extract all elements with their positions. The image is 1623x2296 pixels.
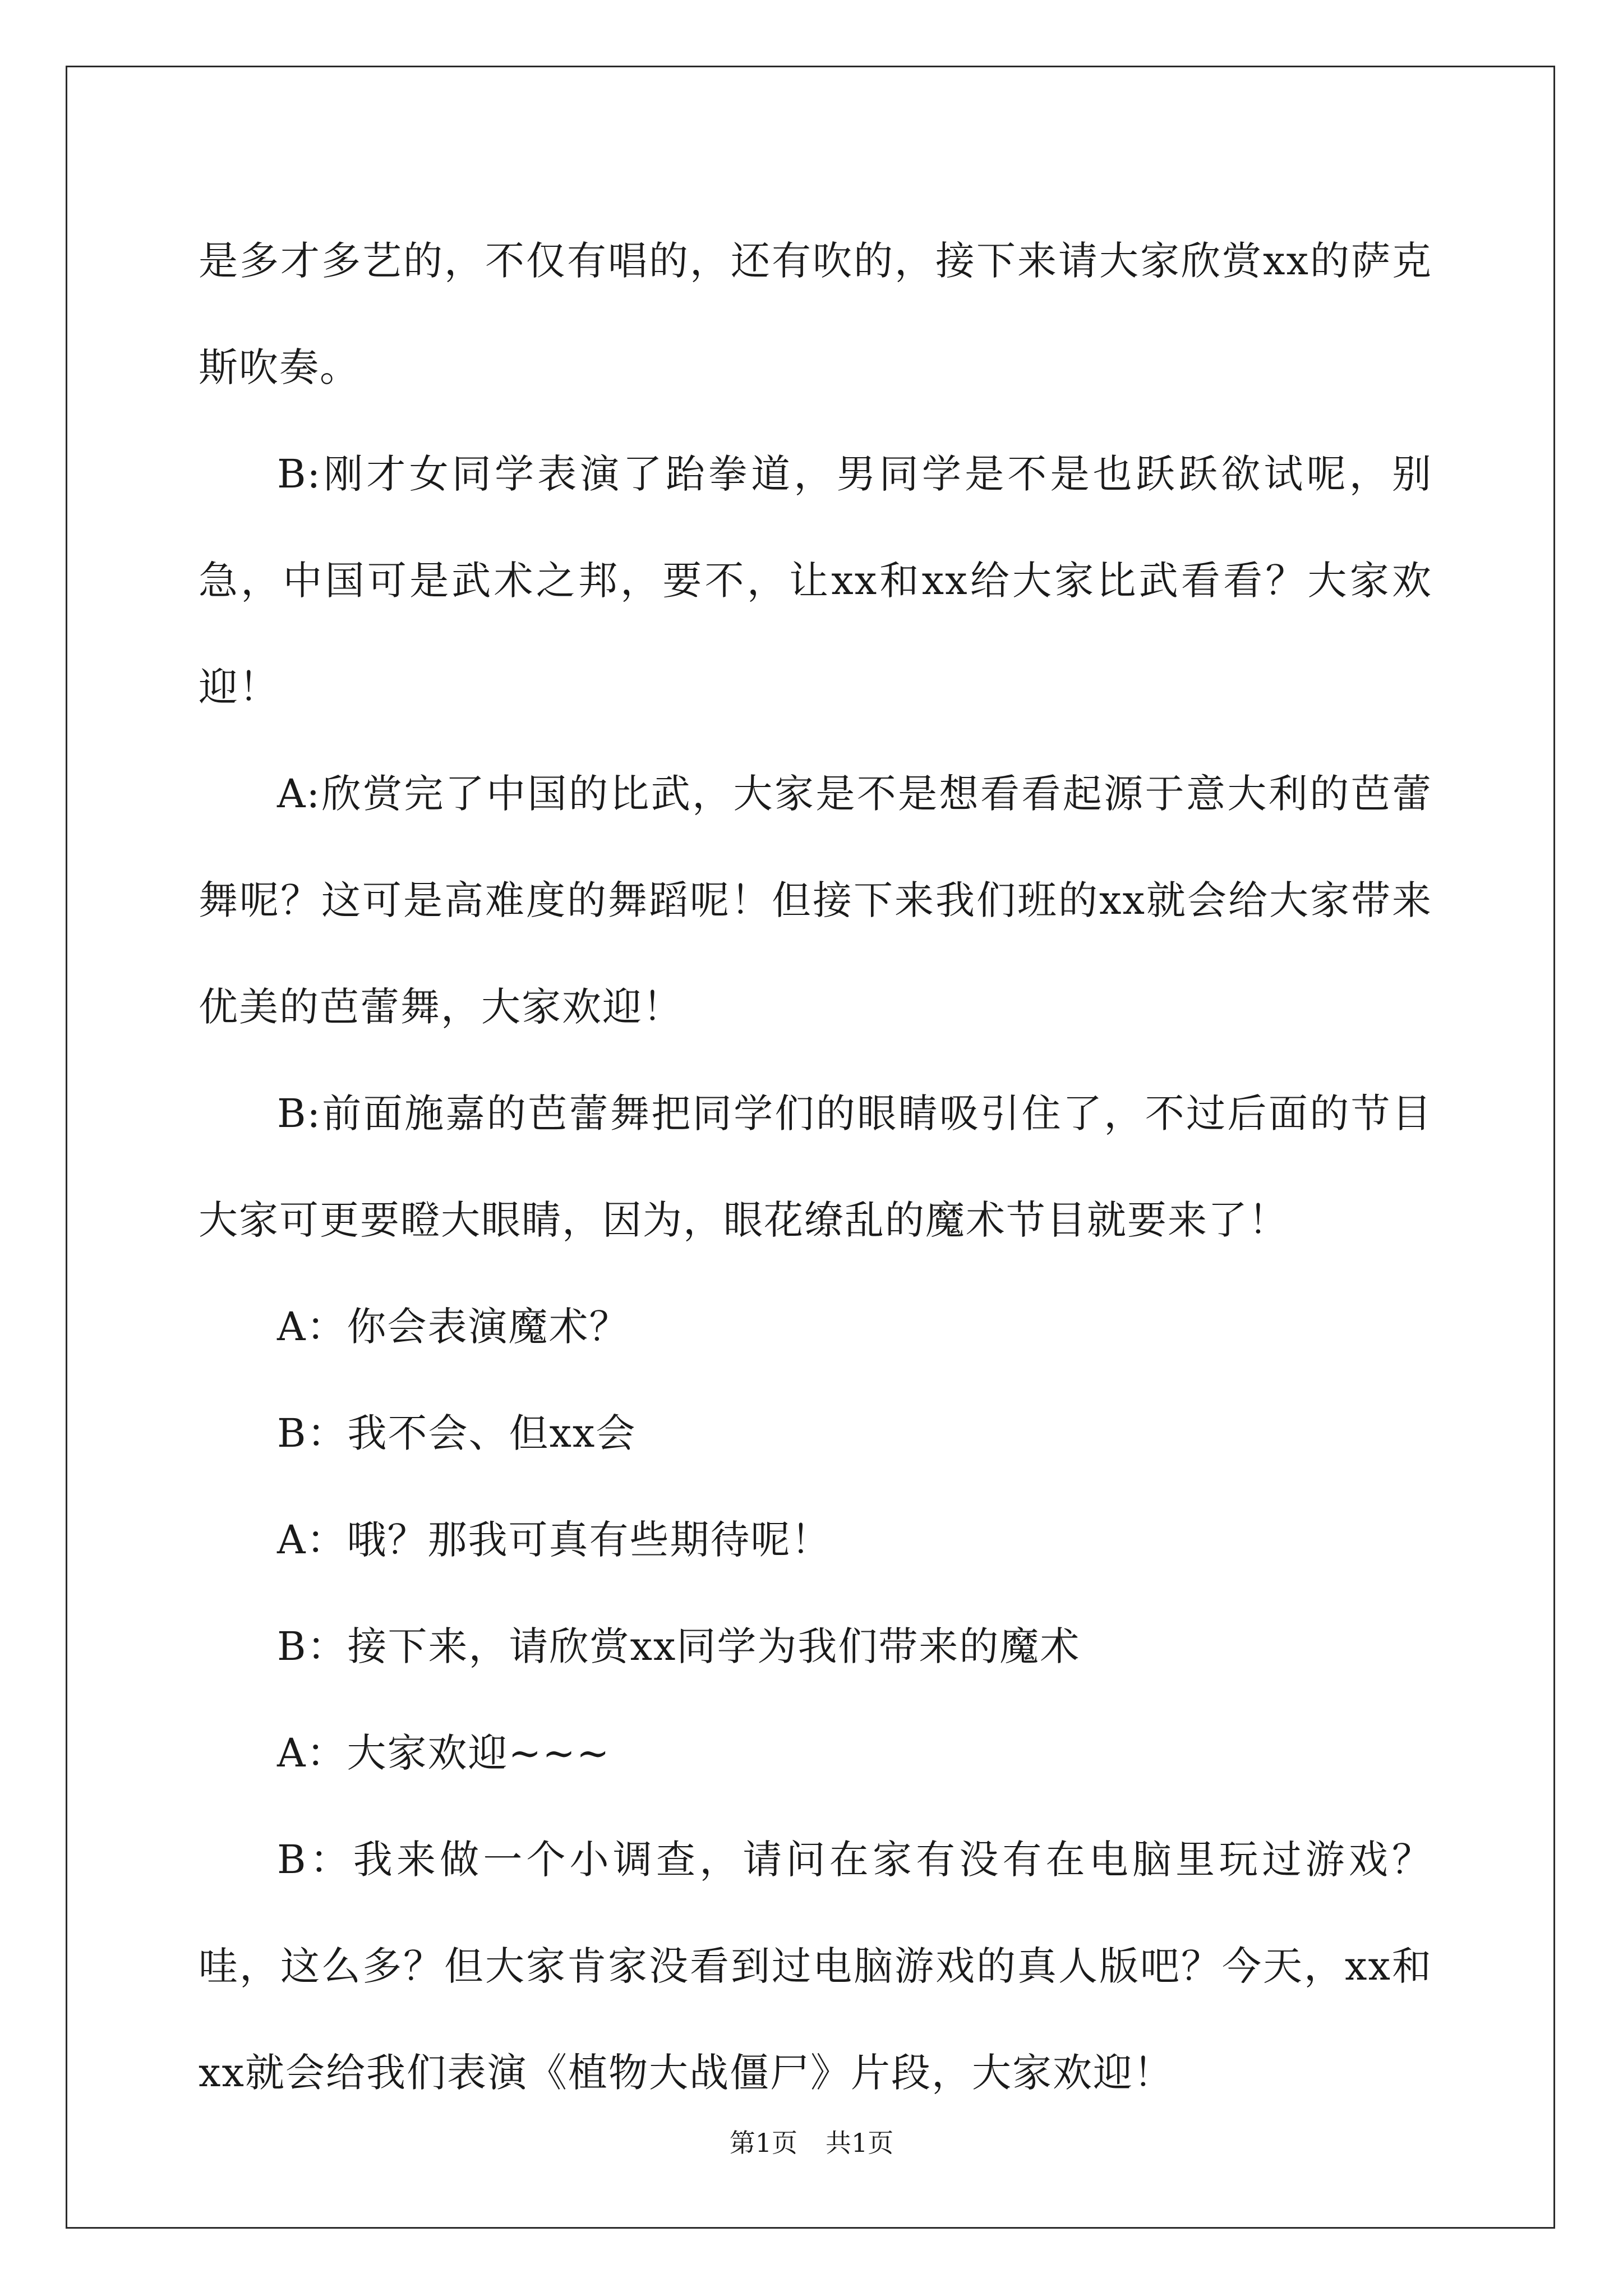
paragraph-4: B:前面施嘉的芭蕾舞把同学们的眼睛吸引住了，不过后面的节目大家可更要瞪大眼睛，因为，眼花缭乱的魔术节目就要来了！ [199, 1091, 1432, 1243]
paragraph-3: A:欣赏完了中国的比武，大家是不是想看看起源于意大利的芭蕾舞呢？这可是高难度的舞蹈呢！但接下来我们班的xx就会给大家带来优美的芭蕾舞，大家欢迎！ [199, 771, 1432, 1030]
paragraph-5: A：你会表演魔术？ [277, 1304, 630, 1350]
document-body [199, 208, 1432, 2126]
paragraph-9: A：大家欢迎~~~ [277, 1730, 611, 1776]
page-footer [0, 2126, 1623, 2160]
page-total: 共1页 [826, 2128, 894, 2158]
paragraph-6: B：我不会、但xx会 [277, 1410, 637, 1456]
paragraph-8: B：接下来，请欣赏xx同学为我们带来的魔术 [277, 1623, 1081, 1669]
page-number: 第1页 [729, 2128, 797, 2158]
paragraph-7: A：哦？那我可真有些期待呢！ [277, 1517, 832, 1563]
paragraph-10: B：我来做一个小调查，请问在家有没有在电脑里玩过游戏？哇，这么多？但大家肯家没看到过电脑游戏的真人版吧？今天，xx和xx就会给我们表演《植物大战僵尸》片段，大家欢迎！ [199, 1837, 1432, 2096]
paragraph-2: B:刚才女同学表演了跆拳道，男同学是不是也跃跃欲试呢，别急，中国可是武术之邦，要不，让xx和xx给大家比武看看？大家欢迎！ [199, 451, 1432, 710]
paragraph-1: 是多才多艺的，不仅有唱的，还有吹的，接下来请大家欣赏xx的萨克斯吹奏。 [199, 238, 1432, 390]
